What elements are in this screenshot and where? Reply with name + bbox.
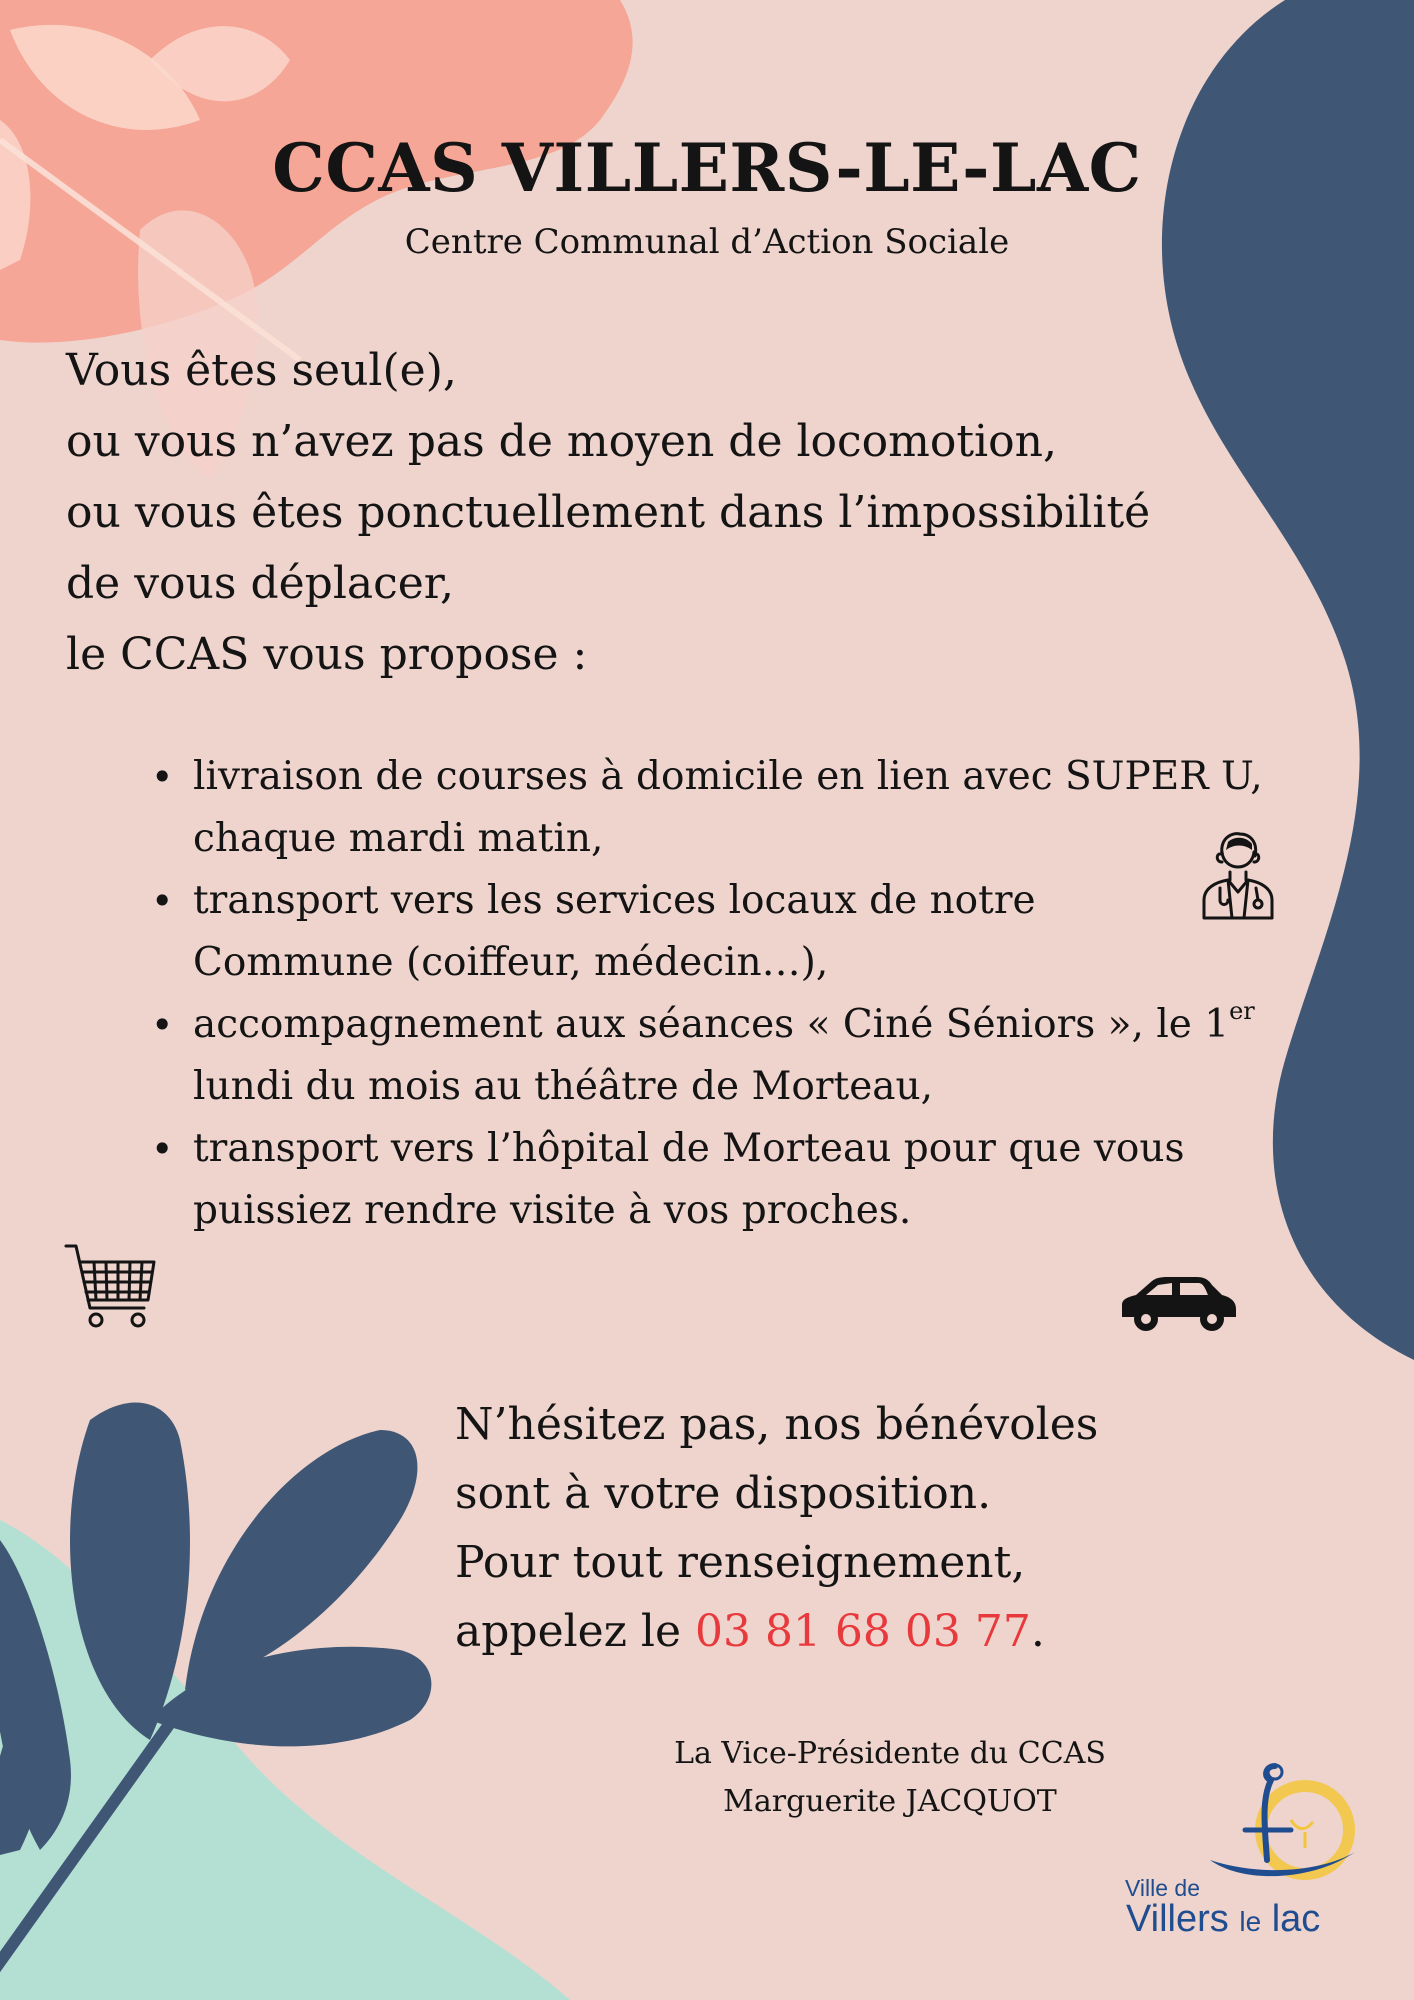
intro-line: ou vous n’avez pas de moyen de locomotion, bbox=[66, 416, 1057, 467]
shopping-cart-icon bbox=[64, 1242, 158, 1332]
closing-paragraph bbox=[455, 1390, 1098, 1666]
service-text-line: lundi du mois au théâtre de Morteau, bbox=[193, 1064, 934, 1109]
intro-line: Vous êtes seul(e), bbox=[66, 345, 457, 396]
closing-line: Pour tout renseignement, bbox=[455, 1537, 1026, 1588]
page-subtitle: Centre Communal d’Action Sociale bbox=[404, 222, 1010, 262]
bullet-icon: • bbox=[151, 1003, 174, 1047]
phone-number[interactable]: 03 81 68 03 77 bbox=[694, 1606, 1031, 1657]
call-prefix: appelez le bbox=[455, 1606, 695, 1657]
signature-role: La Vice-Présidente du CCAS bbox=[674, 1736, 1106, 1771]
car-icon bbox=[1118, 1275, 1238, 1333]
service-text-line bbox=[193, 994, 1318, 1056]
call-suffix: . bbox=[1030, 1606, 1045, 1657]
service-item bbox=[148, 994, 1318, 1118]
intro-line: ou vous êtes ponctuellement dans l’impossibilité bbox=[66, 487, 1151, 538]
signature bbox=[580, 1730, 1200, 1826]
logo-text-le: le bbox=[1239, 1906, 1262, 1937]
bullet-icon: • bbox=[151, 879, 174, 923]
villers-le-lac-logo bbox=[1115, 1760, 1365, 1940]
service-text-line: Commune (coiffeur, médecin…), bbox=[193, 940, 829, 985]
service-text-line: livraison de courses à domicile en lien avec SUPER U, bbox=[193, 754, 1263, 799]
intro-line: le CCAS vous propose : bbox=[66, 629, 588, 680]
bullet-icon: • bbox=[151, 755, 174, 799]
service-item bbox=[148, 1118, 1318, 1242]
logo-text-big bbox=[1126, 1898, 1320, 1941]
signature-name: Marguerite JACQUOT bbox=[723, 1784, 1057, 1819]
ordinal-suffix: er bbox=[1229, 997, 1255, 1025]
service-text-line: chaque mardi matin, bbox=[193, 816, 604, 861]
intro-line: de vous déplacer, bbox=[66, 558, 454, 609]
logo-text-villers: Villers bbox=[1126, 1898, 1240, 1940]
logo-text-small: Ville de bbox=[1125, 1875, 1201, 1901]
doctor-icon bbox=[1198, 828, 1278, 920]
logo-text-lac: lac bbox=[1261, 1898, 1321, 1940]
closing-line: sont à votre disposition. bbox=[455, 1468, 992, 1519]
service-text: accompagnement aux séances « Ciné Séniors », le 1 bbox=[193, 1002, 1230, 1047]
service-text-line: puissiez rendre visite à vos proches. bbox=[193, 1188, 912, 1233]
page-title: CCAS VILLERS-LE-LAC bbox=[272, 129, 1142, 207]
closing-line: N’hésitez pas, nos bénévoles bbox=[455, 1399, 1099, 1450]
intro-paragraph bbox=[66, 335, 1150, 690]
services-list bbox=[148, 746, 1318, 1242]
service-text-line: transport vers les services locaux de notre bbox=[193, 878, 1036, 923]
closing-line bbox=[455, 1597, 1098, 1666]
bullet-icon: • bbox=[151, 1127, 174, 1171]
service-item bbox=[148, 870, 1318, 994]
service-item bbox=[148, 746, 1318, 870]
service-text-line: transport vers l’hôpital de Morteau pour que vous bbox=[193, 1126, 1185, 1171]
